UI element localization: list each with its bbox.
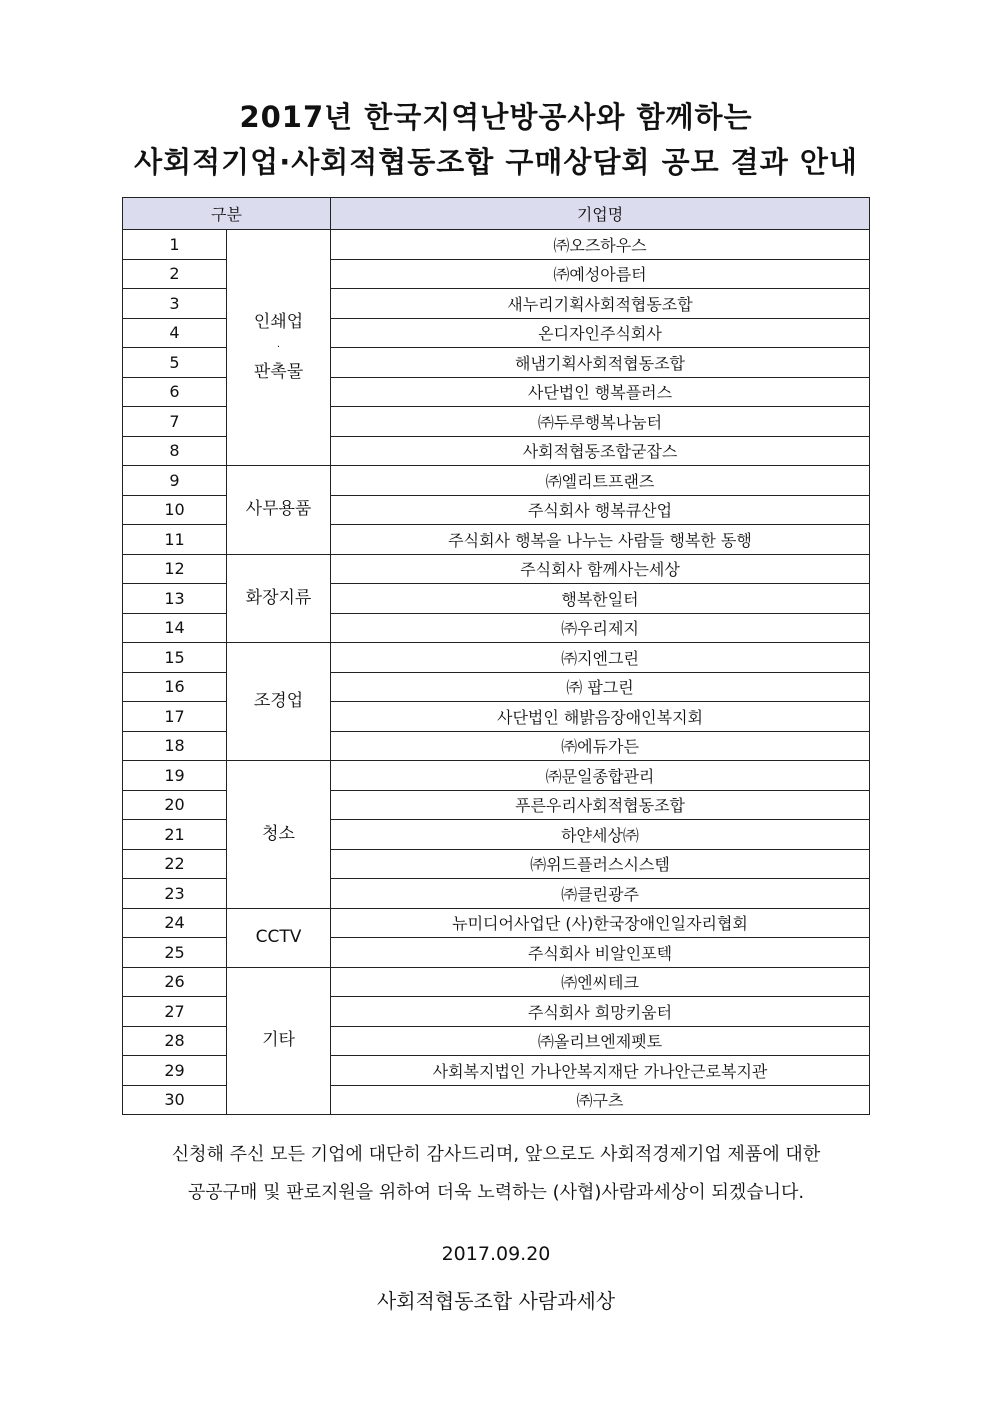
company-name: 사단법인 해밝음장애인복지회 [331, 702, 870, 732]
table-row [123, 761, 870, 791]
company-name: 주식회사 행복큐산업 [331, 495, 870, 525]
company-name: 해냄기획사회적협동조합 [331, 348, 870, 378]
title-line-1: 2017년 한국지역난방공사와 함께하는 [239, 100, 753, 134]
row-number: 3 [123, 289, 227, 319]
table-body [123, 230, 870, 1115]
category-cell [227, 466, 331, 555]
title-line-2: 사회적기업·사회적협동조합 구매상담회 공모 결과 안내 [134, 145, 858, 179]
row-number: 25 [123, 938, 227, 968]
row-number: 6 [123, 377, 227, 407]
row-number: 16 [123, 672, 227, 702]
row-number: 20 [123, 790, 227, 820]
company-name: 온디자인주식회사 [331, 318, 870, 348]
row-number: 13 [123, 584, 227, 614]
company-name: 사회적협동조합굳잡스 [331, 436, 870, 466]
notice-date: 2017.09.20 [441, 1243, 551, 1265]
row-number: 17 [123, 702, 227, 732]
company-name: ㈜두루행복나눔터 [331, 407, 870, 437]
row-number: 2 [123, 259, 227, 289]
row-number: 10 [123, 495, 227, 525]
category-label: CCTV [255, 926, 302, 947]
company-name: 푸른우리사회적협동조합 [331, 790, 870, 820]
table-row [123, 466, 870, 496]
category-cell [227, 967, 331, 1115]
company-name: 사단법인 행복플러스 [331, 377, 870, 407]
row-number: 11 [123, 525, 227, 555]
company-name: ㈜예성아름터 [331, 259, 870, 289]
row-number: 28 [123, 1026, 227, 1056]
row-number: 22 [123, 849, 227, 879]
category-cell [227, 761, 331, 909]
row-number: 21 [123, 820, 227, 850]
row-number: 8 [123, 436, 227, 466]
row-number: 14 [123, 613, 227, 643]
header-company-name: 기업명 [331, 198, 870, 230]
row-number: 4 [123, 318, 227, 348]
notice-line-1: 신청해 주신 모든 기업에 대단히 감사드리며, 앞으로도 사회적경제기업 제품에 대한 [171, 1144, 821, 1165]
company-name: ㈜지엔그린 [331, 643, 870, 673]
company-name: ㈜엘리트프랜즈 [331, 466, 870, 496]
row-number: 26 [123, 967, 227, 997]
company-table [122, 197, 870, 1115]
company-name: ㈜우리제지 [331, 613, 870, 643]
header-category: 구분 [123, 198, 331, 230]
table-header-row [123, 198, 870, 230]
company-name: ㈜문일종합관리 [331, 761, 870, 791]
row-number: 5 [123, 348, 227, 378]
table-row [123, 554, 870, 584]
company-name: 주식회사 희망키움터 [331, 997, 870, 1027]
company-name: ㈜에듀가든 [331, 731, 870, 761]
notice-line-2: 공공구매 및 판로지원을 위하여 더욱 노력하는 (사협)사람과세상이 되겠습니다. [187, 1182, 805, 1203]
row-number: 9 [123, 466, 227, 496]
company-name: 하얀세상㈜ [331, 820, 870, 850]
company-name: ㈜오즈하우스 [331, 230, 870, 260]
organization-name: 사회적협동조합 사람과세상 [376, 1289, 616, 1313]
row-number: 18 [123, 731, 227, 761]
table-row [123, 230, 870, 260]
row-number: 23 [123, 879, 227, 909]
company-name: ㈜구츠 [331, 1085, 870, 1115]
row-number: 30 [123, 1085, 227, 1115]
category-cell [227, 230, 331, 466]
category-label: 화장지류 [245, 587, 312, 608]
row-number: 15 [123, 643, 227, 673]
category-cell [227, 554, 331, 643]
category-label: 청소 [262, 823, 295, 844]
row-number: 29 [123, 1056, 227, 1086]
company-name: ㈜클린광주 [331, 879, 870, 909]
row-number: 27 [123, 997, 227, 1027]
category-label: 판촉물 [253, 362, 304, 382]
company-name: 주식회사 행복을 나누는 사람들 행복한 동행 [331, 525, 870, 555]
company-name: 주식회사 함께사는세상 [331, 554, 870, 584]
table-row [123, 967, 870, 997]
company-name: 새누리기획사회적협동조합 [331, 289, 870, 319]
row-number: 24 [123, 908, 227, 938]
row-number: 7 [123, 407, 227, 437]
row-number: 12 [123, 554, 227, 584]
table-row [123, 643, 870, 673]
company-name: ㈜올리브엔제펫토 [331, 1026, 870, 1056]
row-number: 1 [123, 230, 227, 260]
company-name: 사회복지법인 가나안복지재단 가나안근로복지관 [331, 1056, 870, 1086]
company-name: 뉴미디어사업단 (사)한국장애인일자리협회 [331, 908, 870, 938]
company-name: 주식회사 비알인포텍 [331, 938, 870, 968]
category-label: 조경업 [253, 690, 304, 711]
company-name: ㈜위드플러스시스템 [331, 849, 870, 879]
category-cell [227, 643, 331, 761]
category-label: 사무용품 [245, 499, 312, 519]
company-name: 행복한일터 [331, 584, 870, 614]
category-cell [227, 908, 331, 967]
category-label: · [276, 342, 281, 353]
row-number: 19 [123, 761, 227, 791]
table-row [123, 908, 870, 938]
category-label: 인쇄업 [253, 311, 304, 332]
company-name: ㈜ 팝그린 [331, 672, 870, 702]
company-name: ㈜엔씨테크 [331, 967, 870, 997]
category-label: 기타 [262, 1030, 295, 1050]
